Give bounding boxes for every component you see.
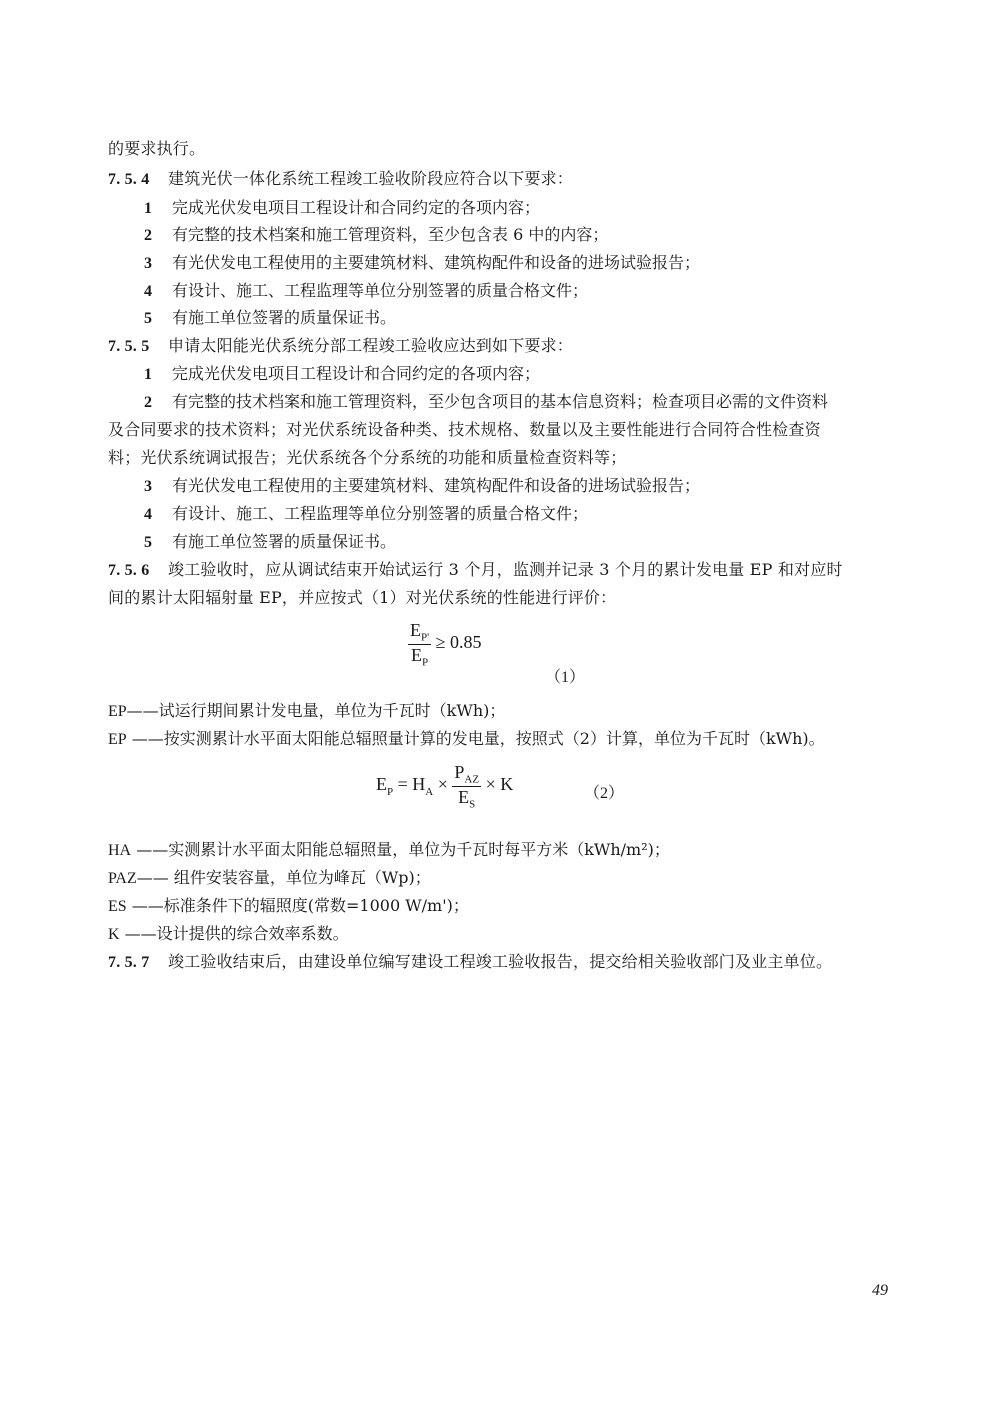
formula-rhs: ≥ 0.85 (435, 632, 482, 653)
equation-number: （1） (545, 669, 586, 686)
item-text: 有设计、施工、工程监理等单位分别签署的质量合格文件； (172, 504, 589, 523)
clause-number: 7. 5. 6 (108, 562, 150, 579)
clause-text: 竣工验收时，应从调试结束开始试运行 3 个月，监测并记录 3 个月的累计发电量 EP 和对应时 (168, 560, 843, 579)
item-text: 有光伏发电工程使用的主要建筑材料、建筑构配件和设备的进场试验报告； (172, 476, 701, 495)
numerator: $P_{AZ}$ (454, 762, 480, 786)
fraction (452, 762, 481, 810)
list-item-continuation: 料；光伏系统调试报告；光伏系统各个分系统的功能和质量检查资料等； (108, 448, 627, 467)
item-number: 4 (144, 506, 152, 523)
denominator: $E_S$ (452, 786, 481, 811)
item-text: 完成光伏发电项目工程设计和合同约定的各项内容； (172, 198, 541, 217)
list-item (144, 390, 894, 415)
clause-7-5-5 (108, 334, 898, 359)
item-text: 有施工单位签署的质量保证书。 (172, 308, 397, 327)
list-item (144, 279, 894, 304)
item-text: 有设计、施工、工程监理等单位分别签署的质量合格文件； (172, 281, 589, 300)
item-text: 有光伏发电工程使用的主要建筑材料、建筑构配件和设备的进场试验报告； (172, 253, 701, 272)
definition-symbol: ES (108, 898, 127, 915)
clause-number: 7. 5. 4 (108, 171, 150, 188)
fraction (408, 620, 431, 668)
list-item (144, 474, 894, 499)
definition-text: ——实测累计水平面太阳能总辐照量，单位为千瓦时每平方米（kWh/m²)； (131, 840, 670, 859)
formula-2: $E_P = H_A$ × $\frac{P_{AZ}}{E_S}$ × K (376, 762, 514, 811)
item-number: 1 (144, 200, 152, 217)
list-item (144, 306, 894, 331)
item-text: 有施工单位签署的质量保证书。 (172, 532, 397, 551)
clause-text: 申请太阳能光伏系统分部工程竣工验收应达到如下要求： (168, 336, 574, 355)
list-item (144, 251, 894, 276)
denominator: $E_P$ (408, 644, 431, 669)
list-item (144, 362, 894, 387)
item-text: 有完整的技术档案和施工管理资料，至少包含表 6 中的内容； (172, 225, 609, 244)
item-number: 2 (144, 394, 152, 411)
equation-number: （2） (584, 785, 625, 802)
definition-text: ——标准条件下的辐照度(常数=1000 W/m')； (126, 896, 469, 915)
paragraph-continuation: 的要求执行。 (108, 139, 206, 158)
clause-continuation: 间的累计太阳辐射量 EP，并应按式（1）对光伏系统的性能进行评价： (108, 588, 617, 607)
definition-ep-calc (108, 727, 825, 752)
clause-7-5-6 (108, 558, 898, 583)
list-item (144, 502, 894, 527)
definition-k (108, 922, 349, 947)
item-number: 3 (144, 478, 152, 495)
definition-symbol: EP (108, 703, 127, 720)
list-item (144, 223, 894, 248)
clause-number: 7. 5. 7 (108, 954, 150, 971)
definition-text: —— 组件安装容量，单位为峰瓦（Wp)； (136, 868, 431, 887)
item-number: 4 (144, 283, 152, 300)
item-number: 2 (144, 227, 152, 244)
definition-ep (108, 699, 505, 724)
definition-symbol: HA (108, 842, 132, 859)
item-number: 3 (144, 255, 152, 272)
formula-1 (408, 620, 482, 668)
definition-es (108, 894, 469, 919)
clause-text: 竣工验收结束后，由建设单位编写建设工程竣工验收报告，提交给相关验收部门及业主单位。 (168, 952, 833, 971)
definition-text: ——设计提供的综合效率系数。 (119, 924, 349, 943)
clause-text: 建筑光伏一体化系统工程竣工验收阶段应符合以下要求： (168, 169, 574, 188)
list-item (144, 530, 894, 555)
list-item (144, 196, 894, 221)
item-number: 5 (144, 534, 152, 551)
page-number: 49 (872, 1282, 888, 1299)
definition-text: ——按实测累计水平面太阳能总辐照量计算的发电量，按照式（2）计算，单位为千瓦时（kWh)。 (126, 729, 825, 748)
item-number: 5 (144, 310, 152, 327)
definition-symbol: K (108, 926, 120, 943)
clause-7-5-7 (108, 950, 898, 975)
numerator: $E_{P'}$ (410, 620, 430, 644)
list-item-continuation: 及合同要求的技术资料；对光伏系统设备种类、技术规格、数量以及主要性能进行合同符合性检查资 (108, 420, 821, 439)
item-number: 1 (144, 366, 152, 383)
item-text: 完成光伏发电项目工程设计和合同约定的各项内容； (172, 364, 541, 383)
definition-ha (108, 838, 670, 863)
item-text: 有完整的技术档案和施工管理资料，至少包含项目的基本信息资料；检查项目必需的文件资料 (172, 392, 829, 411)
definition-text: ——试运行期间累计发电量，单位为千瓦时（kWh)； (126, 701, 506, 720)
definition-paz (108, 866, 431, 891)
clause-7-5-4 (108, 167, 898, 192)
clause-number: 7. 5. 5 (108, 338, 150, 355)
definition-symbol: EP (108, 731, 127, 748)
definition-symbol: PAZ (108, 870, 137, 887)
